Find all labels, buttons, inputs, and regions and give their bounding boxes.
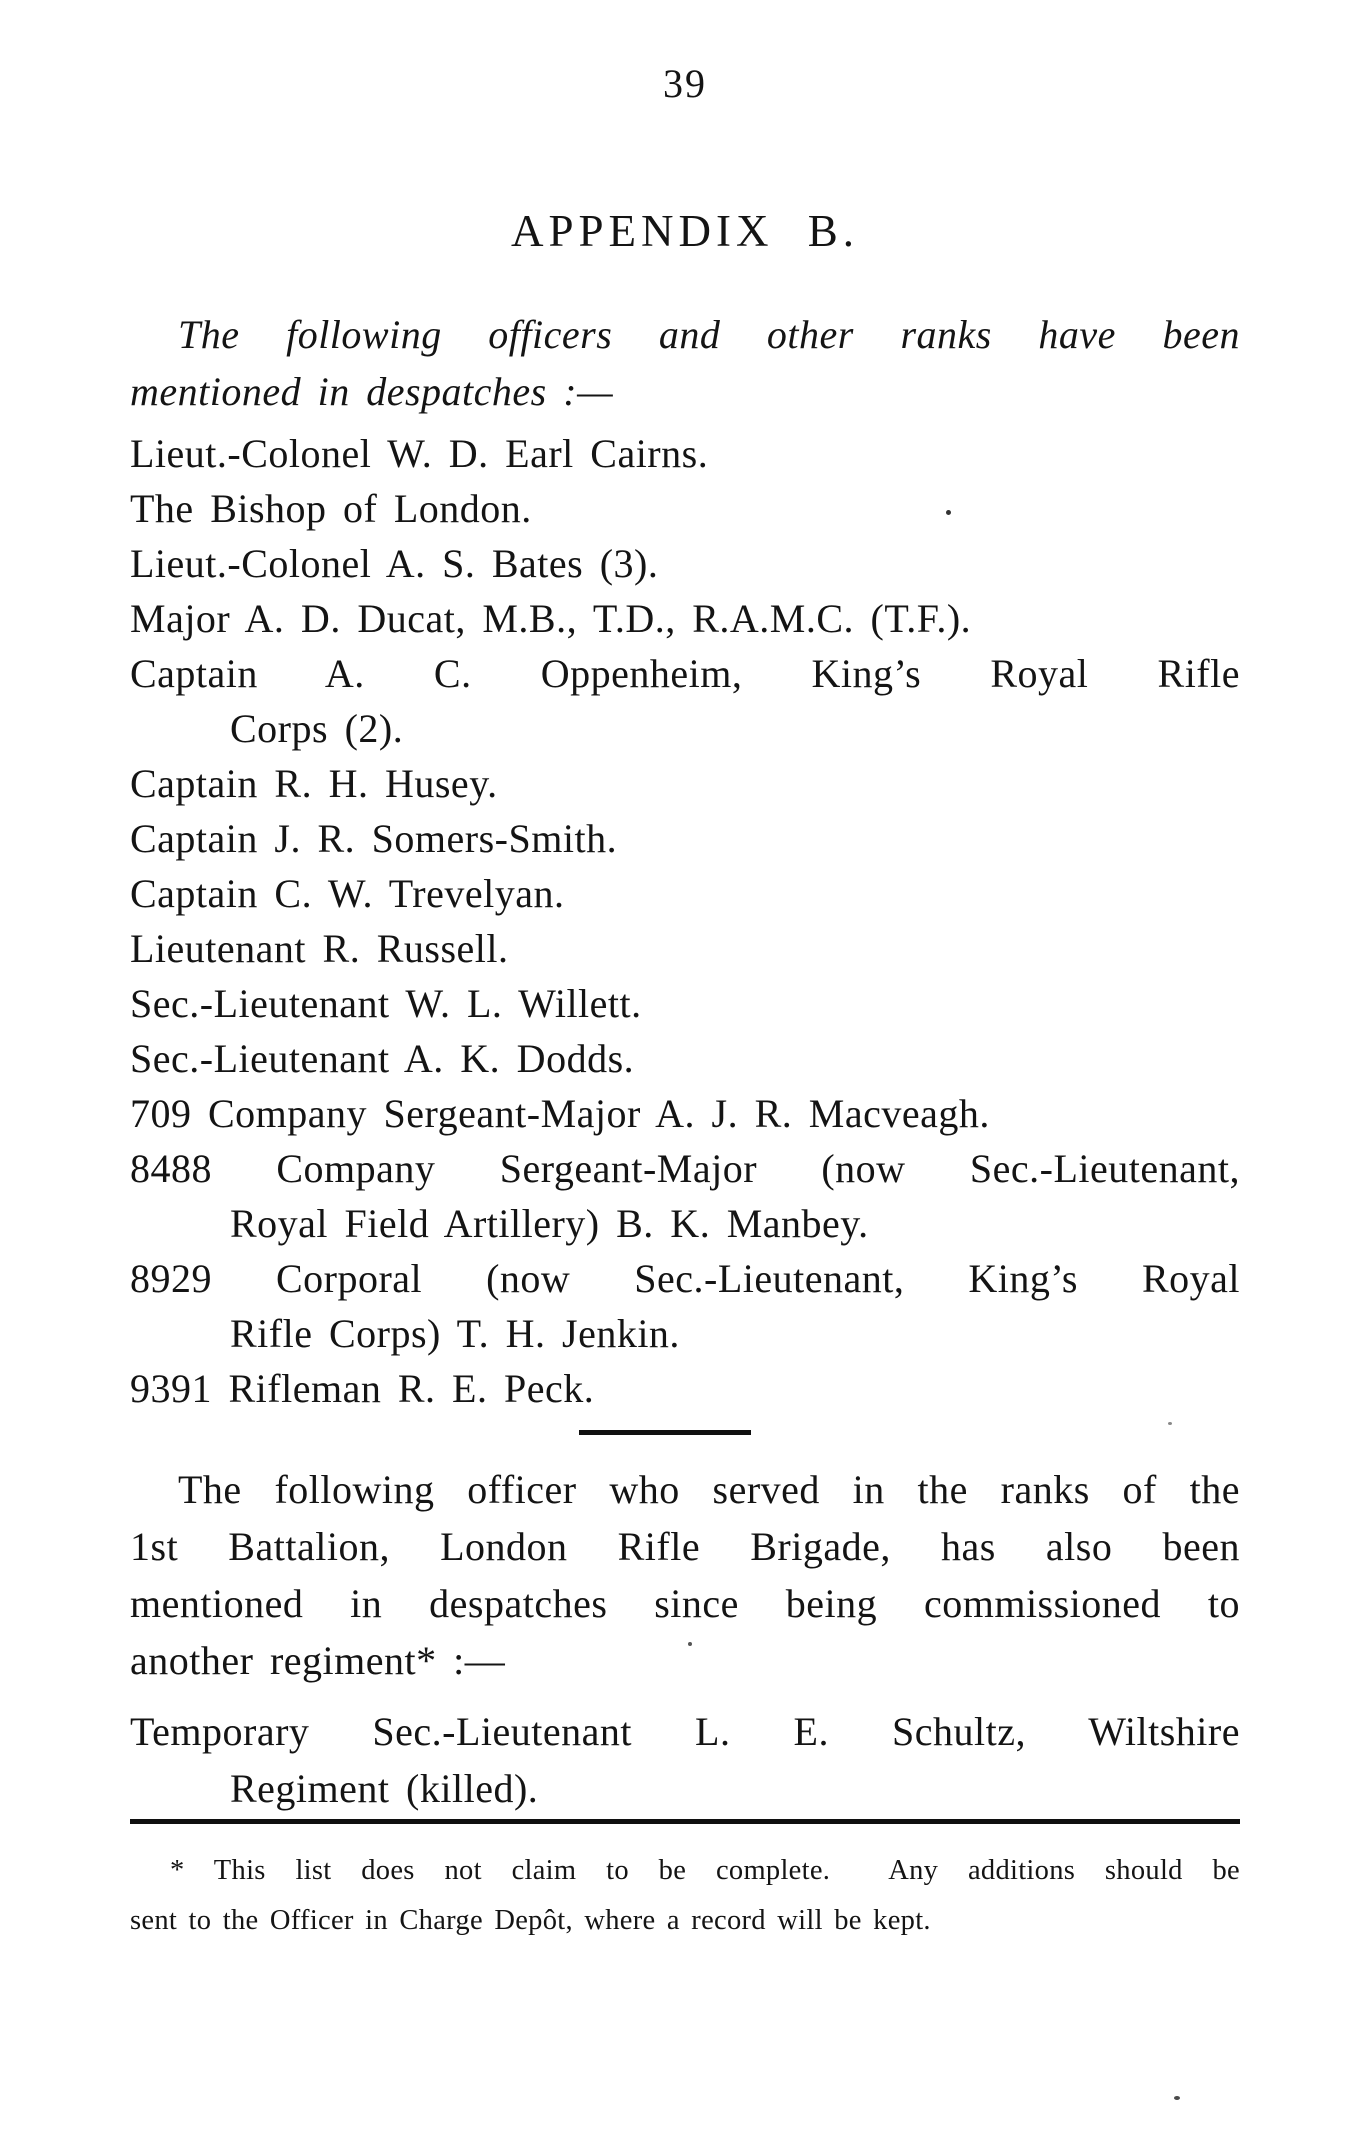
scan-speck bbox=[1174, 2096, 1180, 2100]
scan-speck bbox=[946, 510, 951, 515]
mention-line-wrap: Regiment (killed). bbox=[230, 1766, 539, 1811]
paragraph-line: mentioned in despatches since being commissioned to bbox=[130, 1581, 1240, 1626]
mention-line: Sec.-Lieutenant W. L. Willett. bbox=[130, 981, 642, 1026]
mention-line: Captain J. R. Somers-Smith. bbox=[130, 816, 618, 861]
footnote-line: sent to the Officer in Charge Depôt, where a record will be kept. bbox=[130, 1905, 931, 1936]
mention-line-wrap: Royal Field Artillery) B. K. Manbey. bbox=[230, 1201, 869, 1246]
paragraph-line: The following officer who served in the ranks of the bbox=[178, 1467, 1240, 1512]
footnote-line: * This list does not claim to be complete. Any additions should be bbox=[170, 1855, 1240, 1886]
mention-line: Lieut.-Colonel W. D. Earl Cairns. bbox=[130, 431, 709, 476]
mention-line-wrap: Rifle Corps) T. H. Jenkin. bbox=[230, 1311, 680, 1356]
appendix-title: APPENDIX B. bbox=[510, 206, 860, 256]
text-column bbox=[0, 62, 1355, 1946]
mention-line: Major A. D. Ducat, M.B., T.D., R.A.M.C. (T.F.). bbox=[130, 596, 972, 641]
mention-line: 9391 Rifleman R. E. Peck. bbox=[130, 1366, 595, 1411]
footnote-rule bbox=[130, 1819, 1240, 1824]
paragraph-line: 1st Battalion, London Rifle Brigade, has also been bbox=[130, 1524, 1240, 1569]
second-paragraph bbox=[130, 1461, 1240, 1689]
mention-line: 8929 Corporal (now Sec.-Lieutenant, King’s Royal bbox=[130, 1256, 1240, 1301]
mention-line: Lieut.-Colonel A. S. Bates (3). bbox=[130, 541, 659, 586]
temporary-mention bbox=[130, 1703, 1240, 1817]
paragraph-line: another regiment* :— bbox=[130, 1638, 506, 1683]
intro-line: The following officers and other ranks have been bbox=[178, 312, 1240, 357]
mention-line: Temporary Sec.-Lieutenant L. E. Schultz, Wiltshire bbox=[130, 1709, 1240, 1754]
section-divider-rule bbox=[579, 1430, 751, 1435]
page-number: 39 bbox=[663, 61, 707, 106]
mentions-list bbox=[130, 426, 1240, 1416]
intro-line: mentioned in despatches :— bbox=[130, 369, 614, 414]
footnote bbox=[130, 1846, 1240, 1946]
mention-line: 709 Company Sergeant-Major A. J. R. Macveagh. bbox=[130, 1091, 990, 1136]
mention-line: Captain R. H. Husey. bbox=[130, 761, 498, 806]
mention-line: Lieutenant R. Russell. bbox=[130, 926, 509, 971]
mention-line: Sec.-Lieutenant A. K. Dodds. bbox=[130, 1036, 635, 1081]
mention-line: Captain A. C. Oppenheim, King’s Royal Rifle bbox=[130, 651, 1240, 696]
mention-line: Captain C. W. Trevelyan. bbox=[130, 871, 565, 916]
mention-line-wrap: Corps (2). bbox=[230, 706, 404, 751]
scan-speck bbox=[1168, 1422, 1172, 1425]
scan-speck bbox=[688, 1642, 692, 1646]
mention-line: 8488 Company Sergeant-Major (now Sec.-Lieutenant, bbox=[130, 1146, 1240, 1191]
mention-line: The Bishop of London. bbox=[130, 486, 532, 531]
intro-paragraph bbox=[130, 306, 1240, 420]
